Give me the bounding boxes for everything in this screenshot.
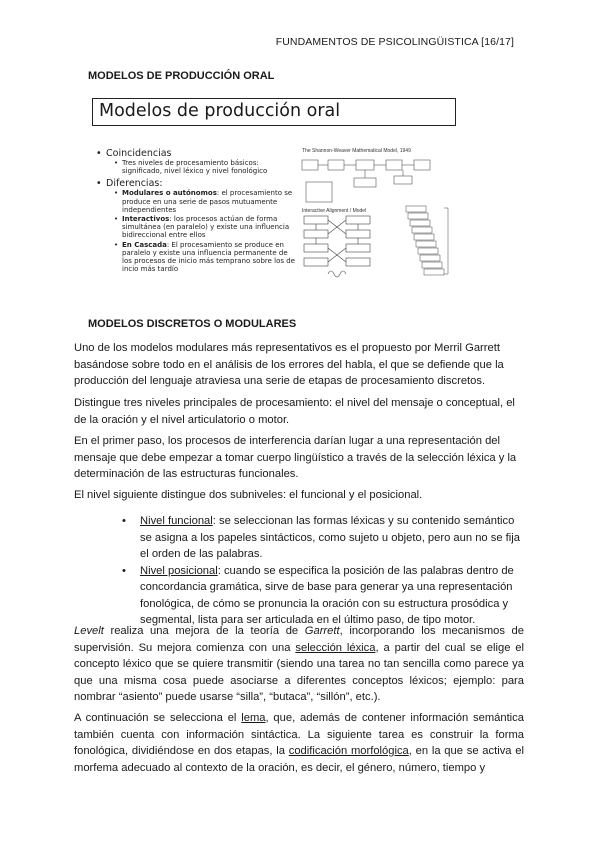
paragraph-levelt [74, 623, 524, 706]
term-codificacion-morfologica: codificación morfológica [288, 745, 409, 757]
text-lema-b: , que, además de contener información semántica también cuenta con información sintáctica. La siguiente tarea es construir la forma fonológica, dividiéndose en dos etapas, la [74, 712, 524, 757]
slide-title-box [92, 98, 456, 126]
section-title-produccion-oral: MODELOS DE PRODUCCIÓN ORAL [88, 70, 275, 82]
diagram-illustration [298, 148, 458, 286]
paragraph-tres-niveles: Distingue tres niveles principales de procesamiento: el nivel del mensaje o conceptual, el de la oración y el nivel articulatorio o motor. [74, 397, 515, 426]
text-levelt-c: , a partir del cual se elige el concepto léxico que se quiere transmitir (siendo una tarea no tan sencilla como parece ya que una misma cosa puede asociarse a diferentes conceptos léxicos; ejemplo: para nombrar “asiento” puede usarse “silla”, “butaca”, “sillón”, etc.). [74, 641, 525, 703]
term-nivel-posicional: Nivel posicional [140, 564, 218, 577]
term-seleccion-lexica: selección léxica [295, 641, 376, 654]
slide-subbullet-interactivos [114, 215, 296, 240]
term-nivel-funcional: Nivel funcional [140, 515, 213, 527]
slide-title: Modelos de producción oral [99, 101, 341, 121]
paragraph-subniveles: El nivel siguiente distingue dos subniveles: el funcional y el posicional. [74, 489, 423, 501]
name-levelt: Levelt [74, 625, 104, 637]
running-header: FUNDAMENTOS DE PSICOLINGÜISTICA [16/17] [275, 36, 514, 48]
slide-subbullet-coincidencias: • Tres niveles de procesamiento básicos: significado, nivel léxico y nivel fonológico [114, 159, 296, 175]
paragraph-primer-paso: En el primer paso, los procesos de interferencia darían lugar a una representación del mensaje que debe empezar a tomar cuerpo lingüístico a través de la selección léxica y la determinación de las estructuras funcionales. [74, 435, 517, 480]
text-nivel-posicional: : cuando se especifica la posición de las palabras dentro de concordancia gramática, sirve de base para generar ya una representación fonológica, de cómo se pronuncia la oración con su estructura prosódica y segmental, lista para ser articulada en el último paso, de tipo motor. [140, 564, 514, 626]
diagram-bottom-title: Interactive Alignment / Model [302, 208, 367, 214]
section-title-modelos-discretos: MODELOS DISCRETOS O MODULARES [88, 318, 297, 330]
term-interactivos: Interactivos [122, 215, 170, 224]
paragraph-lema [74, 710, 524, 776]
name-garrett: Garrett [304, 625, 340, 637]
slide-diagrams [298, 148, 458, 286]
text-lema-c: , en la que se activa el morfema adecuado al contexto de la oración, es decir, el género, número, tiempo y [74, 745, 524, 774]
text-levelt-a: realiza una mejora de la teoría de [103, 625, 305, 637]
text-levelt-b: , incorporando los mecanismos de supervisión. Su mejora comienza con una [74, 625, 525, 654]
subniveles-list [120, 513, 524, 629]
term-cascada: En Cascada [122, 240, 167, 249]
embedded-slide-image [92, 98, 458, 288]
diagram-top-title: The Shannon-Weaver Mathematical Model, 1949 [302, 148, 411, 154]
text-modulares: : el procesamiento se produce en una serie de pasos mutuamente independientes [122, 189, 293, 214]
slide-bullet-coincidencias: • Coincidencias [96, 148, 296, 159]
term-modulares: Modulares o autónomos [122, 189, 217, 198]
paragraph-garrett: Uno de los modelos modulares más representativos es el propuesto por Merril Garrett basándose sobre todo en el análisis de los errores del habla, el que se defiende que la producción del lenguaje atraviesa una serie de etapas de procesamiento discretos. [74, 342, 504, 387]
slide-subbullet-modulares [114, 189, 296, 214]
list-item-nivel-funcional [120, 513, 524, 563]
slide-subbullet-cascada [114, 241, 296, 274]
text-cascada: : El procesamiento se produce en paralelo y existe una influencia permanente de los procesos de inicio más temprano sobre los de incio más tardío [122, 240, 295, 274]
list-item-nivel-posicional [120, 563, 524, 629]
text-lema-a: A continuación se selecciona el [74, 712, 242, 724]
text-interactivos: : los procesos actúan de forma simultánea (en paralelo) y existe una influencia bidireccional entre ellos [122, 215, 290, 240]
slide-bullet-diferencias: • Diferencias: [96, 178, 296, 189]
slide-bullets [96, 148, 296, 274]
term-lema: lema [241, 712, 266, 724]
text-nivel-funcional: : se seleccionan las formas léxicas y su contenido semántico se asigna a los papeles sintácticos, como sujeto u objeto, pero aun no se fija el orden de las palabras. [140, 515, 520, 560]
